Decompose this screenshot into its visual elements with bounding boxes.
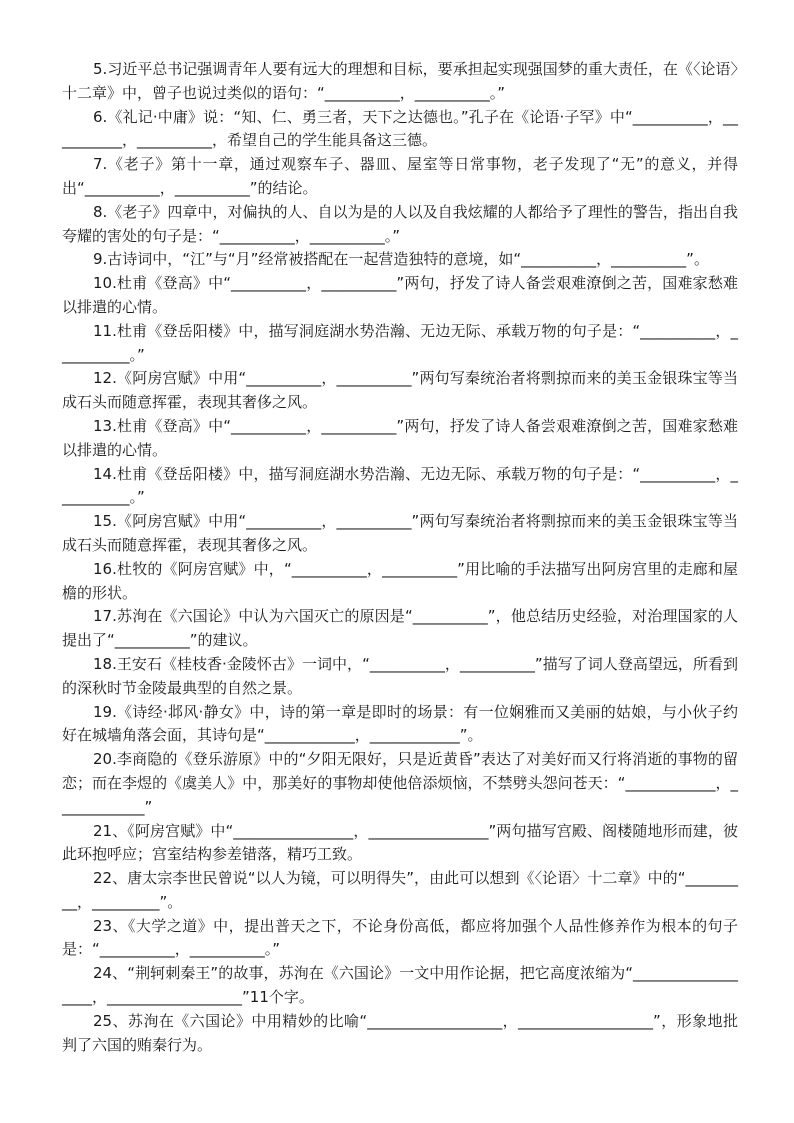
question-5 [62,58,738,106]
question-12 [62,367,738,415]
question-15-text: 15.《阿房宫赋》中用“__________，__________”两句写秦统治者将剽掠而来的美玉金银珠宝等当成石头而随意挥霍，表现其奢侈之风。 [62,512,738,554]
question-11 [62,320,738,368]
question-6-text: 6.《礼记·中庸》说：“知、仁、勇三者，天下之达德也。”孔子在《论语·子罕》中“__________，__________，__________，希望自己的学生能具备这三德。 [62,107,738,150]
question-11-text: 11.杜甫《登岳阳楼》中，描写洞庭湖水势浩瀚、无边无际、承载万物的句子是：“__________，__________。” [62,321,738,364]
question-8 [62,201,738,249]
question-16-text: 16.杜牧的《阿房宫赋》中，“__________，__________”用比喻的手法描写出阿房宫里的走廊和屋檐的形状。 [62,559,738,602]
question-21 [62,820,738,868]
question-19 [62,701,738,749]
question-17 [62,605,738,653]
question-18 [62,653,738,701]
question-18-text: 18.王安石《桂枝香·金陵怀古》一词中，“__________，__________”描写了词人登高望远，所看到的深秋时节金陵最典型的自然之景。 [62,654,738,697]
question-6 [62,106,738,154]
question-19-text: 19.《诗经·邶风·静女》中，诗的第一章是即时的场景：有一位娴雅而又美丽的姑娘，与小伙子约好在城墙角落会面，其诗句是“____________，____________”。 [62,702,738,745]
question-20 [62,748,738,819]
question-16 [62,558,738,606]
question-10-text: 10.杜甫《登高》中“__________，__________”两句，抒发了诗人备尝艰难潦倒之苦，国难家愁难以排遣的心情。 [62,274,738,316]
question-14 [62,463,738,511]
question-24 [62,962,738,1010]
question-25-text: 25、苏洵在《六国论》中用精妙的比喻“__________________，__________________”，形象地批判了六国的贿秦行为。 [62,1011,738,1054]
question-13 [62,415,738,463]
question-23 [62,915,738,963]
question-13-text: 13.杜甫《登高》中“__________，__________”两句，抒发了诗人备尝艰难潦倒之苦，国难家愁难以排遣的心情。 [62,416,738,459]
question-24-text: 24、“荆轲刺秦王”的故事，苏洵在《六国论》一文中用作论据，把它高度浓缩为“__________________，__________________”11个字。 [62,964,738,1007]
question-14-text: 14.杜甫《登岳阳楼》中，描写洞庭湖水势浩瀚、无边无际、承载万物的句子是：“__________，__________。” [62,464,738,507]
question-7 [62,153,738,201]
question-7-text: 7.《老子》第十一章，通过观察车子、器皿、屋室等日常事物，老子发现了“无”的意义，并得出“__________，__________”的结论。 [62,155,738,197]
question-22-text: 22、唐太宗李世民曾说“以人为镜，可以明得失”，由此可以想到《〈论语〉十二章》中的“_________，_________”。 [62,869,738,911]
question-12-text: 12.《阿房宫赋》中用“__________，__________”两句写秦统治者将剽掠而来的美玉金银珠宝等当成石头而随意挥霍，表现其奢侈之风。 [62,369,738,412]
question-9 [62,248,738,272]
question-23-text: 23、《大学之道》中，提出普天之下，不论身份高低，都应将加强个人品性修养作为根本的句子是：“__________，__________。” [62,916,738,959]
question-15 [62,510,738,558]
question-9-text: 9.古诗词中，“江”与“月”经常被搭配在一起营造独特的意境，如“__________，__________”。 [93,250,709,269]
question-21-text: 21、《阿房宫赋》中“________________，________________”两句描写宫殿、阁楼随地形而建，彼此环抱呼应；宫室结构参差错落，精巧工致。 [62,821,738,864]
question-10 [62,272,738,320]
worksheet-page [62,58,738,1057]
question-8-text: 8.《老子》四章中，对偏执的人、自以为是的人以及自我炫耀的人都给予了理性的警告，指出自我夸耀的害处的句子是：“__________，__________。” [62,202,738,245]
question-5-text: 5.习近平总书记强调青年人要有远大的理想和目标，要承担起实现强国梦的重大责任，在《〈论语〉十二章》中，曾子也说过类似的语句：“__________，__________。” [62,60,738,102]
question-25 [62,1010,738,1058]
question-22 [62,867,738,915]
question-17-text: 17.苏洵在《六国论》中认为六国灭亡的原因是“__________”，他总结历史经验，对治理国家的人提出了“__________”的建议。 [62,607,738,650]
question-20-text: 20.李商隐的《登乐游原》中的“夕阳无限好，只是近黄昏”表达了对美好而又行将消逝的事物的留恋；而在李煜的《虞美人》中，那美好的事物却使他倍添烦恼，不禁劈头怨问苍天：“____________，____________” [62,750,738,816]
